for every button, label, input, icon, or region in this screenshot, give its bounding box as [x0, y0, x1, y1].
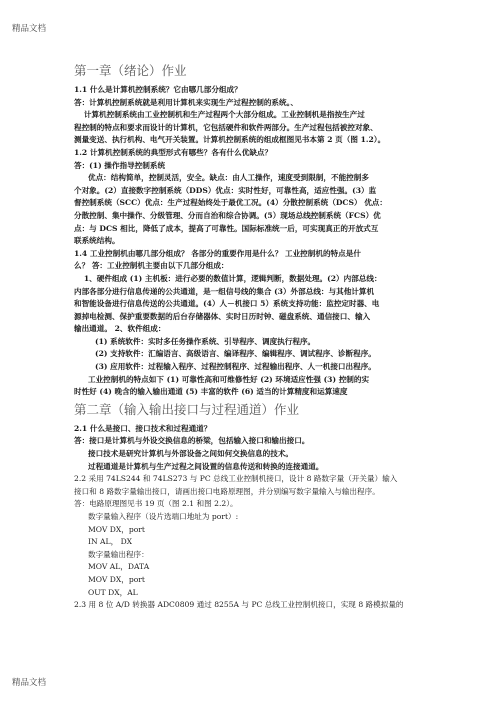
code-line: IN AL， DX: [88, 537, 133, 547]
answer-1-1-line: 答：计算机控制系统就是利用计算机来实现生产过程控制的系统。、: [74, 97, 299, 107]
question-1-4: 么？ 答：工业控制机主要由以下几部分组成：: [74, 261, 229, 271]
question-2-2: 接口和 8 路数字量输出接口，请画出接口电路原理图，并分别编写数字量输入与输出程序。: [74, 486, 380, 496]
answer-1-4-line: 工业控制机的特点如下 (1) 可靠性高和可维修性好 (2) 环境适应性强 (3) 控制的实: [88, 374, 370, 384]
code-line: MOV DX，port: [88, 524, 145, 534]
answer-1-1-line: 程控制的特点和要求而设计的计算机，它包括硬件和软件两部分。生产过程包括被控对象、: [74, 122, 378, 132]
code-line: MOV AL，DATA: [88, 562, 150, 572]
answer-2-1-line: 答：接口是计算机与外设交换信息的桥梁，包括输入接口和输出接口。: [74, 436, 310, 446]
answer-2-2: 答：电路原理图见书 19 页（图 2.1 和图 2.2）。: [74, 499, 238, 509]
answer-1-4-line: 输出通道。 2、软件组成：: [74, 324, 166, 334]
answer-1-4-line: 和智能设备进行信息传送的公共通道。(4）人－机接口 5）系统支持功能：监控定时器、电: [74, 299, 380, 309]
answer-1-4-line: 源掉电检测、保护重要数据的后台存储器体、实时日历时钟、磁盘系统、通信接口、输入: [74, 311, 371, 321]
answer-1-2-line: 联系统结构。: [74, 236, 120, 246]
answer-1-2-line: 个对象。(2）直接数字控制系统（DDS）优点：实时性好，可靠性高，适应性强。(3）监: [74, 185, 377, 195]
answer-2-1-line: 过程通道是计算机与生产过程之间设置的信息传送和转换的连接通道。: [88, 461, 324, 471]
answer-1-1-line: 测量变送、执行机构、电气开关装置。计算机控制系统的组成框图见书本第 2 页（图 1.2）。: [74, 135, 386, 145]
answer-1-1-line: 计算机控制系统由工业控制机和生产过程两个大部分组成。工业控制机是指按生产过: [83, 110, 365, 120]
software-item: (3) 应用软件：过程输入程序、过程控制程序、过程输出程序、人一机接口出程序。: [95, 362, 376, 372]
chapter-2-title: 第二章（输入输出接口与过程通道）作业: [74, 401, 300, 417]
answer-1-2-line: 答：(1) 操作指导控制系统: [74, 160, 166, 170]
question-1-4: 1.4 工业控制机由哪几部分组成？ 各部分的重要作用是什么？ 工业控制机的特点是什: [74, 248, 361, 258]
question-1-1: 1.1 什么是计算机控制系统？它由哪几部分组成？: [74, 85, 242, 94]
question-2-1: 2.1 什么是接口、接口技术和过程通道？: [74, 423, 212, 433]
page-footer: 精品文档: [12, 678, 47, 688]
question-2-3: 2.3 用 8 位 A/D 转换器 ADC0809 通过 8255A 与 PC 总线工业控制机接口，实现 8 路模拟量的: [74, 600, 404, 610]
answer-1-2-line: 督控制系统（SCC）优点：生产过程始终处于最优工况。(4）分散控制系统（DCS） 优点：: [74, 198, 387, 208]
answer-1-2-line: 优点：结构简单，控制灵活，安全。缺点：由人工操作，速度受到限制，不能控制多: [88, 173, 369, 183]
page-header: 精品文档: [12, 24, 47, 34]
answer-1-4-line: 时性好 (4) 晚含的输入输出通道 (5) 丰富的软件 (6) 适当的计算精度和运算速度: [74, 387, 348, 397]
question-2-2: 2.2 采用 74LS244 和 74LS273 与 PC 总线工业控制机接口，设计 8 路数字量（开关量）输入: [74, 474, 398, 484]
answer-2-1-line: 接口技术是研究计算机与外部设备之间如何交换信息的技术。: [88, 449, 294, 459]
answer-1-2-line: 分散控制、集中操作、分级管理、分而自治和综合协调。(5）现场总线控制系统（FCS）优: [74, 210, 381, 220]
answer-1-4-line: 1、硬件组成 (1) 主机板：进行必要的数值计算，逻辑判断，数据处理。(2）内部总线：: [83, 273, 382, 283]
answer-1-2-line: 点：与 DCS 相比，降低了成本，提高了可靠性。国际标准统一后，可实现真正的开放式互: [74, 223, 379, 233]
software-item: (2) 支持软件：汇编语言、高级语言、编译程序、编辑程序、调试程序、诊断程序。: [95, 349, 376, 359]
document-body: [74, 62, 428, 612]
code-line: OUT DX，AL: [88, 587, 138, 597]
software-item: (1) 系统软件：实时多任务操作系统、引导程序、调度执行程序。: [95, 336, 316, 346]
chapter-1-title: 第一章（绪论）作业: [74, 63, 187, 78]
output-program-label: 数字量输出程序：: [88, 549, 149, 559]
code-line: MOV DX，port: [88, 574, 145, 584]
answer-1-4-line: 内部各部分进行信息传递的公共通道，是一组信号线的集合 (3）外部总线：与其他计算机: [74, 286, 375, 296]
question-1-2: 1.2 计算机控制系统的典型形式有哪些？各有什么优缺点？: [74, 147, 273, 157]
input-program-label: 数字量输入程序（设片选端口地址为 port）:: [88, 512, 239, 521]
